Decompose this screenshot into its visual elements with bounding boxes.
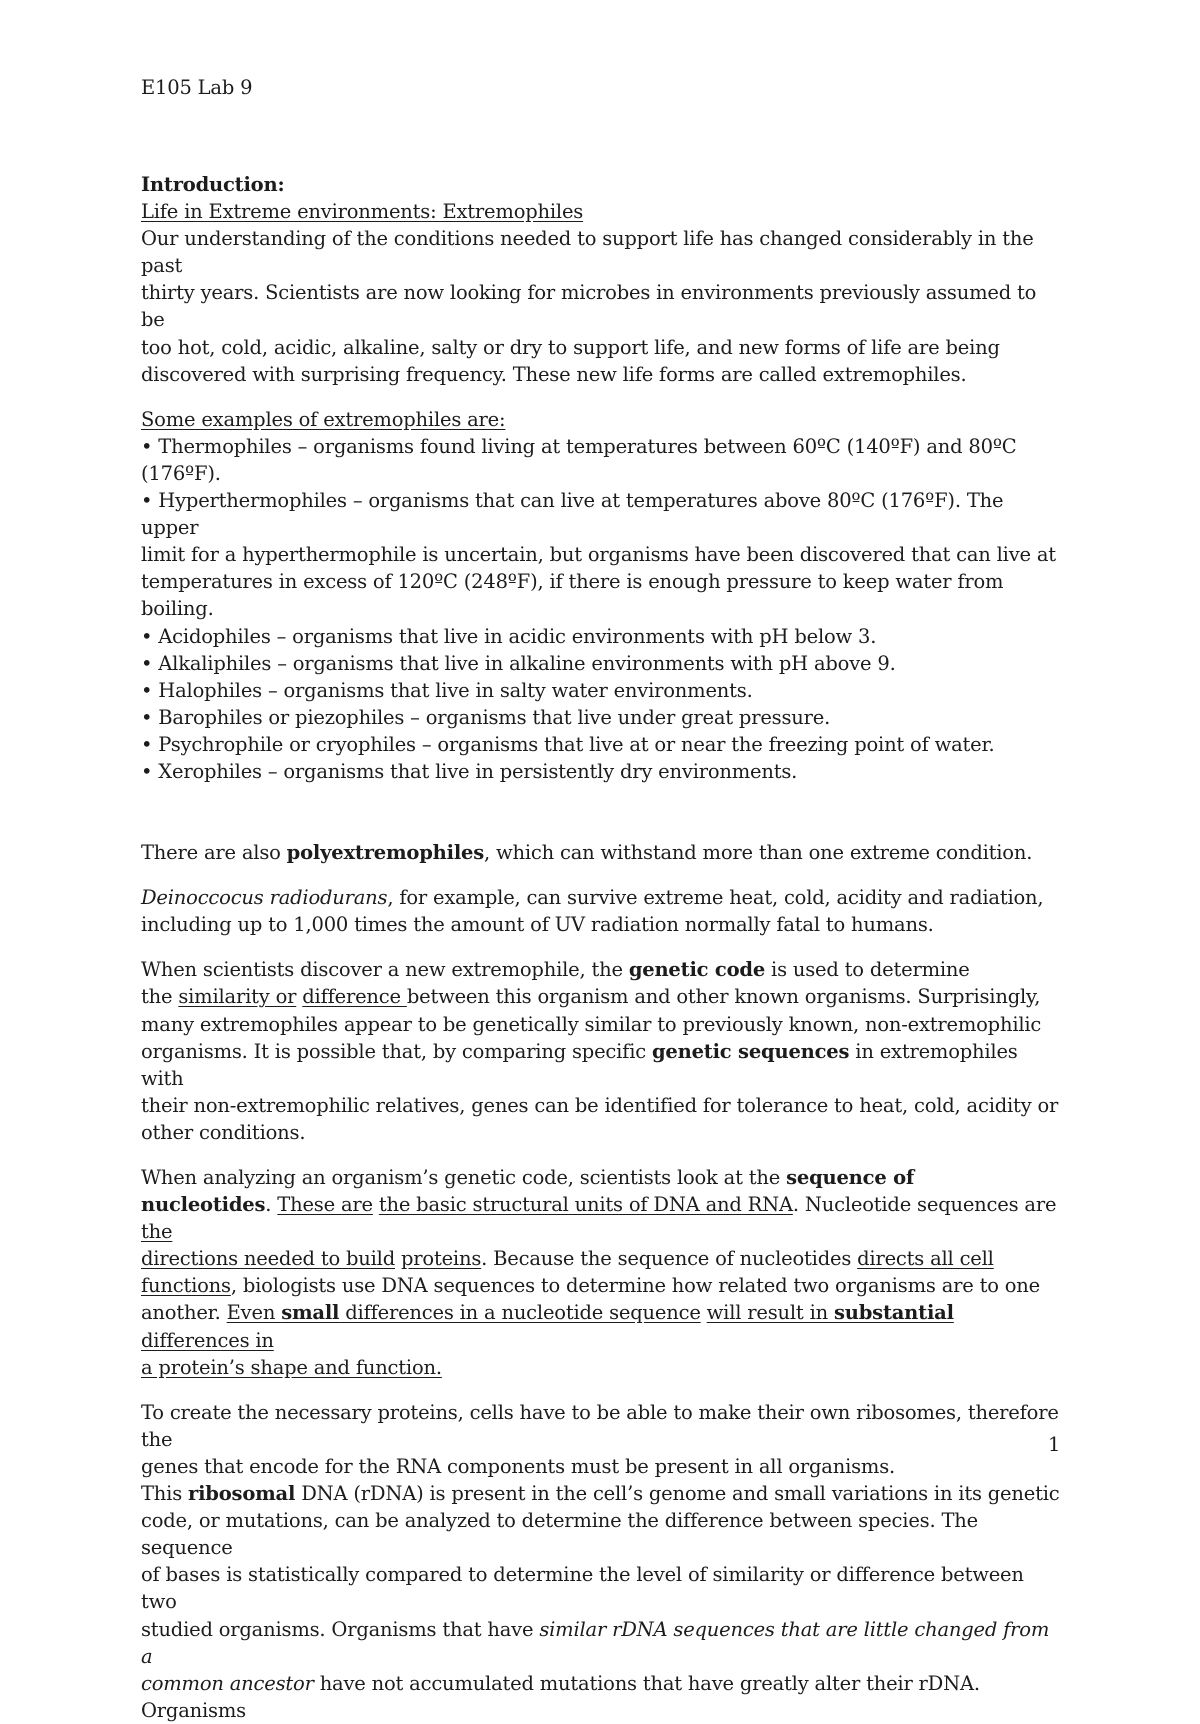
list-item: limit for a hyperthermophile is uncertain, but organisms have been discovered that can live at — [141, 543, 1056, 567]
list-item: • Thermophiles – organisms found living at temperatures between 60ºC (140ºF) and 80ºC — [141, 434, 1017, 458]
text-run: This — [141, 1482, 189, 1506]
underlined-text: directions needed to build — [141, 1247, 395, 1271]
underlined-text: similarity or — [178, 985, 297, 1009]
text-run: is used to determine — [765, 958, 970, 982]
text-run: in extremophiles with — [141, 1039, 1018, 1090]
bold-term: sequence of — [786, 1166, 915, 1189]
text-run: There are also — [141, 841, 287, 865]
list-item: • Halophiles – organisms that live in salty water environments. — [141, 678, 753, 702]
text-run: . — [265, 1193, 278, 1217]
polyextremophiles-paragraph — [141, 839, 1061, 866]
underlined-text: the basic structural units of DNA and RNA — [378, 1193, 793, 1217]
text-run: When scientists discover a new extremophile, the — [141, 958, 629, 982]
section-subheading: Life in Extreme environments: Extremophiles — [141, 200, 584, 224]
underlined-text: proteins — [401, 1247, 482, 1271]
text-line: Our understanding of the conditions needed to support life has changed considerably in the past — [141, 227, 1034, 278]
text-run: . Nucleotide sequences are — [792, 1193, 1057, 1217]
underlined-bold-text: substantial — [833, 1301, 954, 1325]
text-run: between this organism and other known organisms. Surprisingly, — [406, 985, 1041, 1009]
underlined-text: differences in — [141, 1328, 274, 1352]
underlined-text: will result in — [706, 1301, 834, 1325]
bold-term: genetic code — [628, 958, 766, 982]
list-item: • Psychrophile or cryophiles – organisms that live at or near the freezing point of water. — [141, 732, 995, 756]
section-heading: Introduction: — [141, 173, 285, 196]
underlined-text: functions — [141, 1274, 231, 1298]
intro-paragraph — [141, 225, 1061, 388]
text-line: discovered with surprising frequency. These new life forms are called extremophiles. — [141, 362, 967, 386]
underlined-text: Even — [226, 1301, 282, 1325]
ribosomal-paragraph — [141, 1399, 1061, 1724]
text-run: the — [141, 985, 179, 1009]
text-run: organisms. It is possible that, by comparing specific — [141, 1039, 652, 1063]
text-line: To create the necessary proteins, cells have to be able to make their own ribosomes, therefore the — [141, 1400, 1059, 1451]
text-run: have not accumulated mutations that have greatly alter their rDNA. Organisms — [141, 1671, 980, 1722]
genetic-code-paragraph — [141, 956, 1061, 1146]
page-header: E105 Lab 9 — [141, 76, 253, 99]
nucleotides-paragraph — [141, 1164, 1061, 1381]
bold-term: genetic sequences — [651, 1039, 850, 1063]
underlined-bold-text: small — [281, 1301, 340, 1325]
list-item: • Alkaliphiles – organisms that live in alkaline environments with pH above 9. — [141, 651, 896, 675]
species-name: Deinoccocus radiodurans — [141, 886, 388, 910]
text-line: too hot, cold, acidic, alkaline, salty or dry to support life, and new forms of life are being — [141, 335, 1000, 359]
underlined-text: directs all cell — [857, 1247, 994, 1271]
underlined-text: the — [141, 1220, 173, 1244]
text-run: . Because the sequence of nucleotides — [481, 1247, 858, 1271]
underlined-text: differences in a nucleotide sequence — [339, 1301, 701, 1325]
text-line: code, or mutations, can be analyzed to determine the difference between species. The sequence — [141, 1509, 978, 1560]
text-run: , which can withstand more than one extreme condition. — [484, 841, 1033, 865]
text-line: thirty years. Scientists are now looking for microbes in environments previously assumed to be — [141, 281, 1037, 332]
list-item: • Barophiles or piezophiles – organisms that live under great pressure. — [141, 705, 831, 729]
bold-term: ribosomal — [188, 1482, 296, 1506]
text-line: of bases is statistically compared to determine the level of similarity or difference between two — [141, 1563, 1024, 1614]
text-run: When analyzing an organism’s genetic code, scientists look at the — [141, 1166, 787, 1189]
bold-term: polyextremophiles — [286, 841, 485, 865]
text-run: studied organisms. Organisms that have — [141, 1617, 540, 1641]
text-line: their non-extremophilic relatives, genes can be identified for tolerance to heat, cold, acidity or — [141, 1093, 1059, 1117]
examples-list — [141, 433, 1061, 785]
italic-text: similar rDNA sequences that are little changed from a — [141, 1617, 1050, 1668]
italic-text: common ancestor — [141, 1671, 314, 1695]
underlined-text: a protein’s shape and function. — [141, 1355, 442, 1379]
text-run: , for example, can survive extreme heat, cold, acidity and radiation, — [387, 886, 1044, 910]
underlined-text: difference — [302, 985, 407, 1009]
list-item: (176ºF). — [141, 461, 221, 485]
text-line: other conditions. — [141, 1120, 306, 1144]
list-item: • Xerophiles – organisms that live in persistently dry environments. — [141, 759, 798, 783]
text-run: DNA (rDNA) is present in the cell’s genome and small variations in its genetic — [295, 1482, 1060, 1506]
text-line: genes that encode for the RNA components must be present in all organisms. — [141, 1454, 896, 1478]
document-body — [141, 171, 1061, 1724]
list-item: • Acidophiles – organisms that live in acidic environments with pH below 3. — [141, 624, 877, 648]
bold-term: nucleotides — [141, 1193, 266, 1217]
text-run: , biologists use DNA sequences to determine how related two organisms are to one — [230, 1274, 1041, 1298]
text-line: many extremophiles appear to be genetically similar to previously known, non-extremophilic — [141, 1012, 1042, 1036]
list-item: temperatures in excess of 120ºC (248ºF), if there is enough pressure to keep water from boiling. — [141, 570, 1004, 621]
list-item: • Hyperthermophiles – organisms that can live at temperatures above 80ºC (176ºF). The upper — [141, 489, 1004, 540]
examples-heading: Some examples of extremophiles are: — [141, 407, 506, 431]
page-number: 1 — [1048, 1433, 1061, 1456]
deinococcus-paragraph — [141, 884, 1061, 938]
text-line: including up to 1,000 times the amount of UV radiation normally fatal to humans. — [141, 913, 934, 937]
underlined-text: These are — [277, 1193, 373, 1217]
text-run: another. — [141, 1301, 227, 1325]
